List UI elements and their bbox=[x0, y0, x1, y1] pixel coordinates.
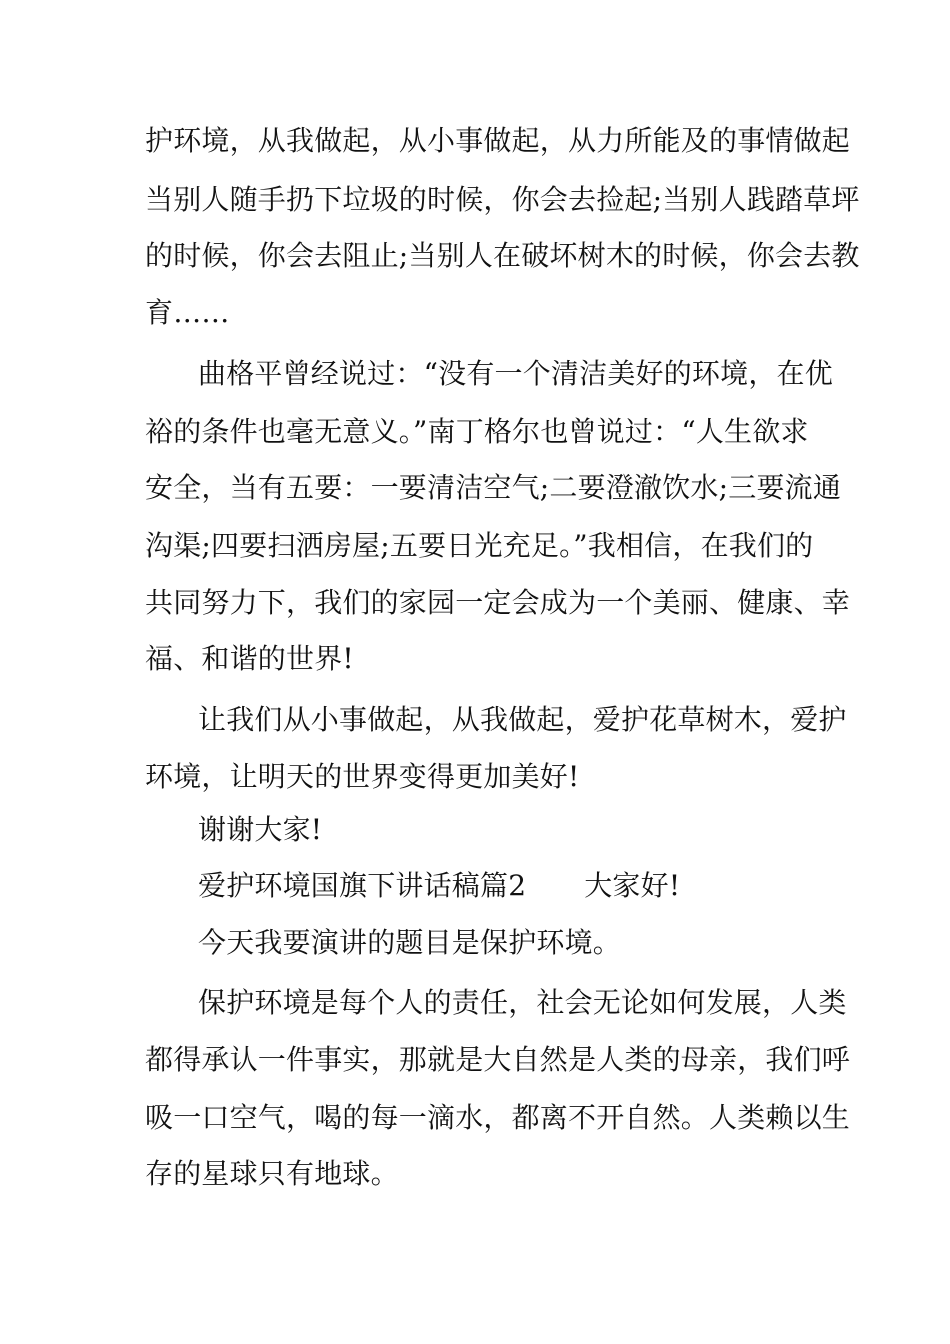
paragraph-line: 福、和谐的世界! bbox=[145, 642, 354, 675]
paragraph-line: 安全，当有五要：一要清洁空气;二要澄澈饮水;三要流通 bbox=[145, 471, 842, 504]
closing-line: 谢谢大家! bbox=[198, 813, 323, 846]
heading-title: 爱护环境国旗下讲话稿篇2 bbox=[198, 869, 527, 902]
paragraph-line: 吸一口空气，喝的每一滴水，都离不开自然。人类赖以生 bbox=[145, 1101, 851, 1134]
paragraph-line: 都得承认一件事实，那就是大自然是人类的母亲，我们呼 bbox=[145, 1043, 851, 1076]
paragraph-line: 曲格平曾经说过：“没有一个清洁美好的环境，在优 bbox=[198, 357, 833, 390]
paragraph-line: 让我们从小事做起，从我做起，爱护花草树木，爱护 bbox=[198, 703, 847, 736]
paragraph-line: 今天我要演讲的题目是保护环境。 bbox=[198, 926, 622, 959]
paragraph-line: 沟渠;四要扫洒房屋;五要日光充足。”我相信，在我们的 bbox=[145, 529, 814, 562]
paragraph-line: 环境，让明天的世界变得更加美好! bbox=[145, 760, 580, 793]
paragraph-line: 共同努力下，我们的家园一定会成为一个美丽、健康、幸 bbox=[145, 586, 851, 619]
paragraph-line: 的时候，你会去阻止;当别人在破坏树木的时候，你会去教 bbox=[145, 239, 860, 272]
paragraph-line: 当别人随手扔下垃圾的时候，你会去捡起;当别人践踏草坪 bbox=[145, 183, 860, 216]
paragraph-line: 保护环境是每个人的责任，社会无论如何发展，人类 bbox=[198, 986, 847, 1019]
heading-greeting: 大家好! bbox=[584, 869, 681, 902]
section-heading bbox=[198, 868, 863, 904]
paragraph-line: 裕的条件也毫无意义。”南丁格尔也曾说过：“人生欲求 bbox=[145, 415, 809, 448]
paragraph-line: 育…… bbox=[145, 296, 230, 329]
paragraph-line: 护环境，从我做起，从小事做起，从力所能及的事情做起 bbox=[145, 124, 851, 157]
paragraph-line: 存的星球只有地球。 bbox=[145, 1157, 399, 1190]
